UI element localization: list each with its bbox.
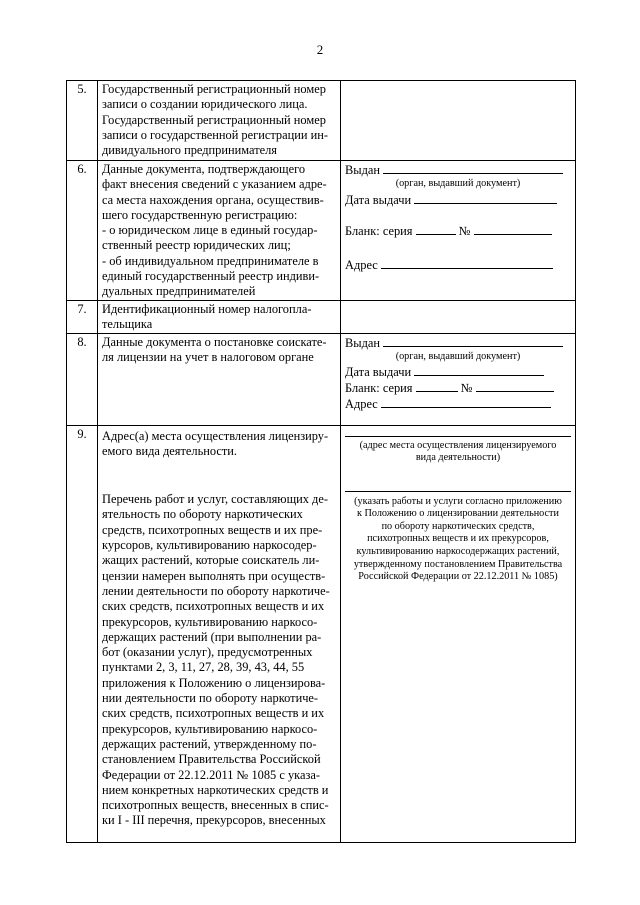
row-number: 8. <box>67 333 98 425</box>
registration-number-field[interactable] <box>341 81 576 161</box>
text-line: шего государственную регистрацию: <box>102 207 298 222</box>
caption-line: по обороту наркотических средств, <box>381 520 535 532</box>
issue-date-field[interactable] <box>414 364 544 376</box>
table-row <box>67 301 576 334</box>
text-line: держащих растений, утвержденному по- <box>102 736 317 751</box>
form-series-label: Бланк: серия <box>345 381 413 396</box>
form-series-label: Бланк: серия <box>345 223 413 238</box>
text-line: ственный реестр юридических лиц; <box>102 238 291 253</box>
text-line: - об индивидуальном предпринимателе в <box>102 253 319 268</box>
text-line: записи о создании юридического лица. <box>102 97 308 112</box>
issue-date-label: Дата выдачи <box>345 364 412 379</box>
application-table <box>66 80 576 843</box>
text-line: ятельность по обороту наркотических <box>102 507 303 522</box>
text-line: Федерации от 22.12.2011 № 1085 с указа- <box>102 767 320 782</box>
issuer-caption: (орган, выдавший документ) <box>395 350 521 362</box>
issued-label: Выдан <box>345 163 381 177</box>
text-line: Адрес(а) места осуществления лицензиру- <box>102 428 329 443</box>
text-line: нии деятельности по обороту наркотиче- <box>102 691 319 706</box>
row-number: 7. <box>67 301 98 334</box>
row-description <box>98 81 341 161</box>
address-label: Адрес <box>345 397 378 412</box>
text-line: емого вида деятельности. <box>102 443 238 458</box>
text-line: пунктами 2, 3, 11, 27, 28, 39, 43, 44, 55 <box>102 660 305 675</box>
text-line: ских средств, психотропных веществ и их <box>102 706 325 721</box>
form-series-field[interactable] <box>416 380 458 392</box>
page-number: 2 <box>316 42 324 57</box>
text-line: прекурсоров, культивированию наркосо- <box>102 614 318 629</box>
text-line: ки I - III перечня, прекурсоров, внесенных <box>102 813 326 828</box>
text-line: Государственный регистрационный номер <box>102 112 326 127</box>
text-line: Идентификационный номер налогопла- <box>102 302 312 316</box>
inn-field[interactable] <box>341 301 576 334</box>
address-field[interactable] <box>381 257 553 269</box>
text-line: факт внесения сведений с указанием адре- <box>102 177 327 192</box>
table-row <box>67 333 576 425</box>
address-field[interactable] <box>381 396 551 408</box>
text-line: приложения к Положению о лицензирова- <box>102 675 326 690</box>
activity-address-block <box>341 425 576 842</box>
table-row <box>67 81 576 161</box>
caption-line: вида деятельности) <box>415 451 501 463</box>
caption-line: Российской Федерации от 22.12.2011 № 1085) <box>358 571 558 583</box>
registration-document-block <box>341 161 576 301</box>
text-line: становлением Правительства Российской <box>102 752 321 767</box>
issued-by-field[interactable] <box>383 162 563 174</box>
text-line: бот (оказании услуг), предусмотренных <box>102 645 313 660</box>
table-row <box>67 161 576 301</box>
text-line: - о юридическом лице в единый государ- <box>102 223 318 238</box>
address-label: Адрес <box>345 257 378 272</box>
issued-by-field[interactable] <box>383 335 563 347</box>
text-line: держащих растений (при выполнении ра- <box>102 629 322 644</box>
number-sign: № <box>460 381 473 396</box>
text-line: цензии намерен выполнять при осуществ- <box>102 568 326 583</box>
caption-line: к Положению о лицензировании деятельности <box>357 508 559 520</box>
tax-registration-block <box>341 333 576 425</box>
works-caption <box>345 496 571 584</box>
text-line: ских средств, психотропных веществ и их <box>102 599 325 614</box>
text-line: психотропных веществ, внесенных в спис- <box>102 798 329 813</box>
form-series-field[interactable] <box>416 223 456 235</box>
text-line: лении деятельности по обороту наркотиче- <box>102 583 330 598</box>
row-number: 9. <box>67 425 98 842</box>
row-number: 6. <box>67 161 98 301</box>
issued-label: Выдан <box>345 335 381 350</box>
row-number: 5. <box>67 81 98 161</box>
table-row <box>67 425 576 842</box>
text-line: записи о государственной регистрации ин- <box>102 127 328 142</box>
issuer-caption: (орган, выдавший документ) <box>395 178 521 190</box>
text-line: жащих растений, которые соискатель ли- <box>102 553 320 568</box>
text-line: Данные документа, подтверждающего <box>102 162 306 176</box>
row-description <box>98 425 341 842</box>
caption-line: утвержденному постановлением Правительства <box>353 558 563 570</box>
caption-line: (указать работы и услуги согласно приложению <box>354 495 562 507</box>
text-line: дуальных предпринимателей <box>102 284 256 299</box>
text-line: Государственный регистрационный номер <box>102 82 326 96</box>
activity-address-field[interactable] <box>345 436 571 437</box>
form-number-field[interactable] <box>474 223 552 235</box>
text-line: тельщика <box>102 317 153 332</box>
caption-line: психотропных веществ и их прекурсоров, <box>367 533 549 545</box>
row-description <box>98 333 341 425</box>
text-line: единый государственный реестр индиви- <box>102 269 320 284</box>
row-description <box>98 301 341 334</box>
works-list-field[interactable] <box>345 491 571 492</box>
text-line: Перечень работ и услуг, составляющих де- <box>102 492 328 507</box>
number-sign: № <box>458 223 471 238</box>
text-line: са места нахождения органа, осуществив- <box>102 192 324 207</box>
form-number-field[interactable] <box>476 380 554 392</box>
text-line: курсоров, культивированию наркосодер- <box>102 538 317 553</box>
issue-date-label: Дата выдачи <box>345 193 412 208</box>
text-line: нием конкретных наркотических средств и <box>102 782 329 797</box>
text-line: Данные документа о постановке соискате- <box>102 334 327 349</box>
text-line: прекурсоров, культивированию наркосо- <box>102 721 318 736</box>
text-line: дивидуального предпринимателя <box>102 143 278 158</box>
text-line: средств, психотропных веществ и их пре- <box>102 522 323 537</box>
activity-address-caption <box>345 440 571 464</box>
issue-date-field[interactable] <box>414 192 557 204</box>
caption-line: культивированию наркосодержащих растений, <box>356 545 560 557</box>
text-line: ля лицензии на учет в налоговом органе <box>102 349 314 364</box>
caption-line: (адрес места осуществления лицензируемого <box>359 439 557 451</box>
row-description <box>98 161 341 301</box>
